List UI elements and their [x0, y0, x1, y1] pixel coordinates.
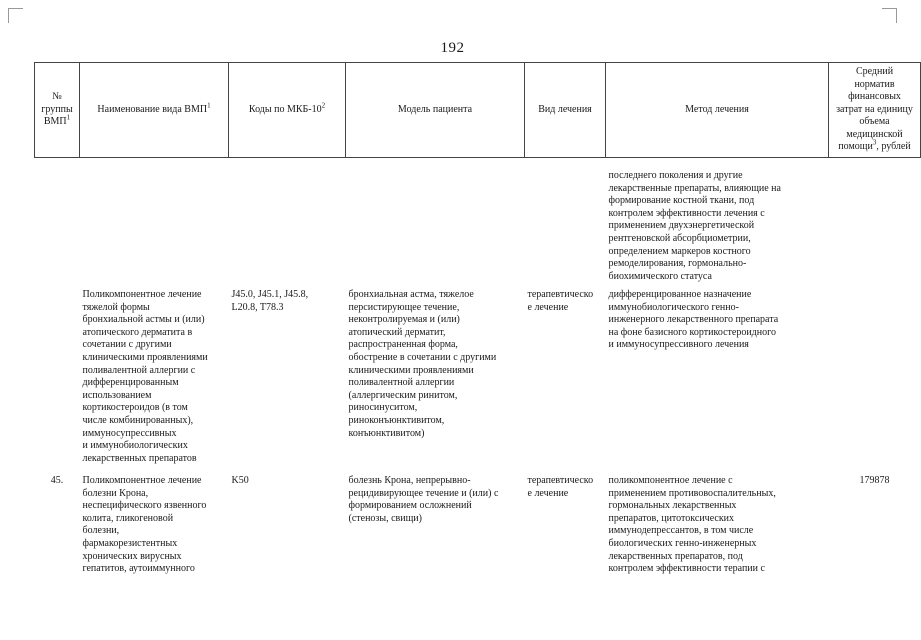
header-vmp-name-text: Наименование вида ВМП [97, 103, 208, 115]
cell-vmp-name [80, 158, 229, 290]
cell-treatment-method: дифференцированное назначение иммунобиологического генно- инженерного лекарственного препарата на фоне базисного кортикостероидного и иммуносупрессивного лечения [608, 289, 779, 351]
header-patient-model: Модель пациента [346, 63, 525, 158]
scan-corner-mark [882, 8, 897, 23]
table-row [35, 475, 921, 605]
header-avg-cost-text: Средний норматив финансовых затрат на единицу объема медицинской помощи [836, 65, 913, 153]
page-number: 192 [440, 40, 465, 56]
table-header-row [35, 63, 921, 158]
header-icd-codes-text: Коды по МКБ-10 [248, 103, 322, 115]
cell-patient-model: болезнь Крона, непрерывно- рецидивирующее течение и (или) с формированием осложнений (стенозы, свищи) [348, 475, 499, 524]
footnote-marker: 1 [207, 101, 211, 110]
cell-avg-cost: 179878 [859, 475, 890, 486]
vmp-table-container [34, 62, 913, 605]
header-treatment-method: Метод лечения [606, 63, 829, 158]
cell-vmp-name: Поликомпонентное лечение тяжелой формы бронхиальной астмы и (или) атопического дерматита в сочетании с другими клиническими проявлениями поливалентной аллергии с дифференцированным использованием кортикостероидов (в том числе комбинированных), иммуносупрессивных и иммунобиологических лекарственных препаратов [82, 289, 208, 464]
cell-icd-codes: K50 [231, 475, 249, 486]
header-avg-cost [829, 63, 921, 158]
cell-group-no [35, 158, 80, 290]
cell-patient-model [346, 158, 525, 290]
footnote-marker: 3 [872, 139, 877, 148]
header-treatment-type: Вид лечения [525, 63, 606, 158]
header-group-no [35, 63, 80, 158]
cell-treatment-type [525, 158, 606, 290]
cell-vmp-name: Поликомпонентное лечение болезни Крона, неспецифического язвенного колита, гликогеновой болезни, фармакорезистентных хронических вирусных гепатитов, аутоиммунного [82, 475, 207, 575]
table-row [35, 158, 921, 290]
vmp-table [34, 62, 921, 605]
scan-corner-mark [8, 8, 23, 23]
cell-group-no [35, 289, 80, 475]
cell-treatment-method: поликомпонентное лечение с применением противовоспалительных, гормональных лекарственных препаратов, цитотоксических иммунодепрессантов, в том числе биологических генно-инженерных лекарственных препаратов, под контролем эффективности терапии с [608, 475, 776, 575]
header-icd-codes [229, 63, 346, 158]
cell-icd-codes [229, 158, 346, 290]
cell-icd-codes: J45.0, J45.1, J45.8, L20.8, T78.3 [231, 289, 309, 313]
cell-avg-cost [829, 289, 921, 475]
cell-treatment-type: терапевтическо е лечение [527, 475, 594, 499]
cell-avg-cost [829, 158, 921, 290]
cell-group-no: 45. [50, 475, 64, 486]
footnote-marker: 1 [66, 113, 71, 122]
cell-treatment-method: последнего поколения и другие лекарственные препараты, влияющие на формирование костной ткани, под контролем эффективности лечения с применением двухэнергетической рентгеновской абсорбциометрии, определением маркеров костного ремоделирования, гормонально- биохимического статуса [608, 170, 781, 282]
header-vmp-name [80, 63, 229, 158]
header-avg-cost-tail: , рублей [876, 141, 911, 153]
footnote-marker: 2 [321, 101, 326, 110]
table-row [35, 289, 921, 475]
cell-treatment-type: терапевтическо е лечение [527, 289, 594, 313]
header-group-no-text: № группы ВМП [41, 91, 73, 128]
cell-patient-model: бронхиальная астма, тяжелое персистирующее течение, неконтролируемая и (или) атопический дерматит, распространенная форма, обострение в сочетании с другими клиническими проявлениями поливалентной аллергии (аллергическим ринитом, риносинуситом, риноконъюнктивитом, конъюнктивитом) [348, 289, 497, 439]
